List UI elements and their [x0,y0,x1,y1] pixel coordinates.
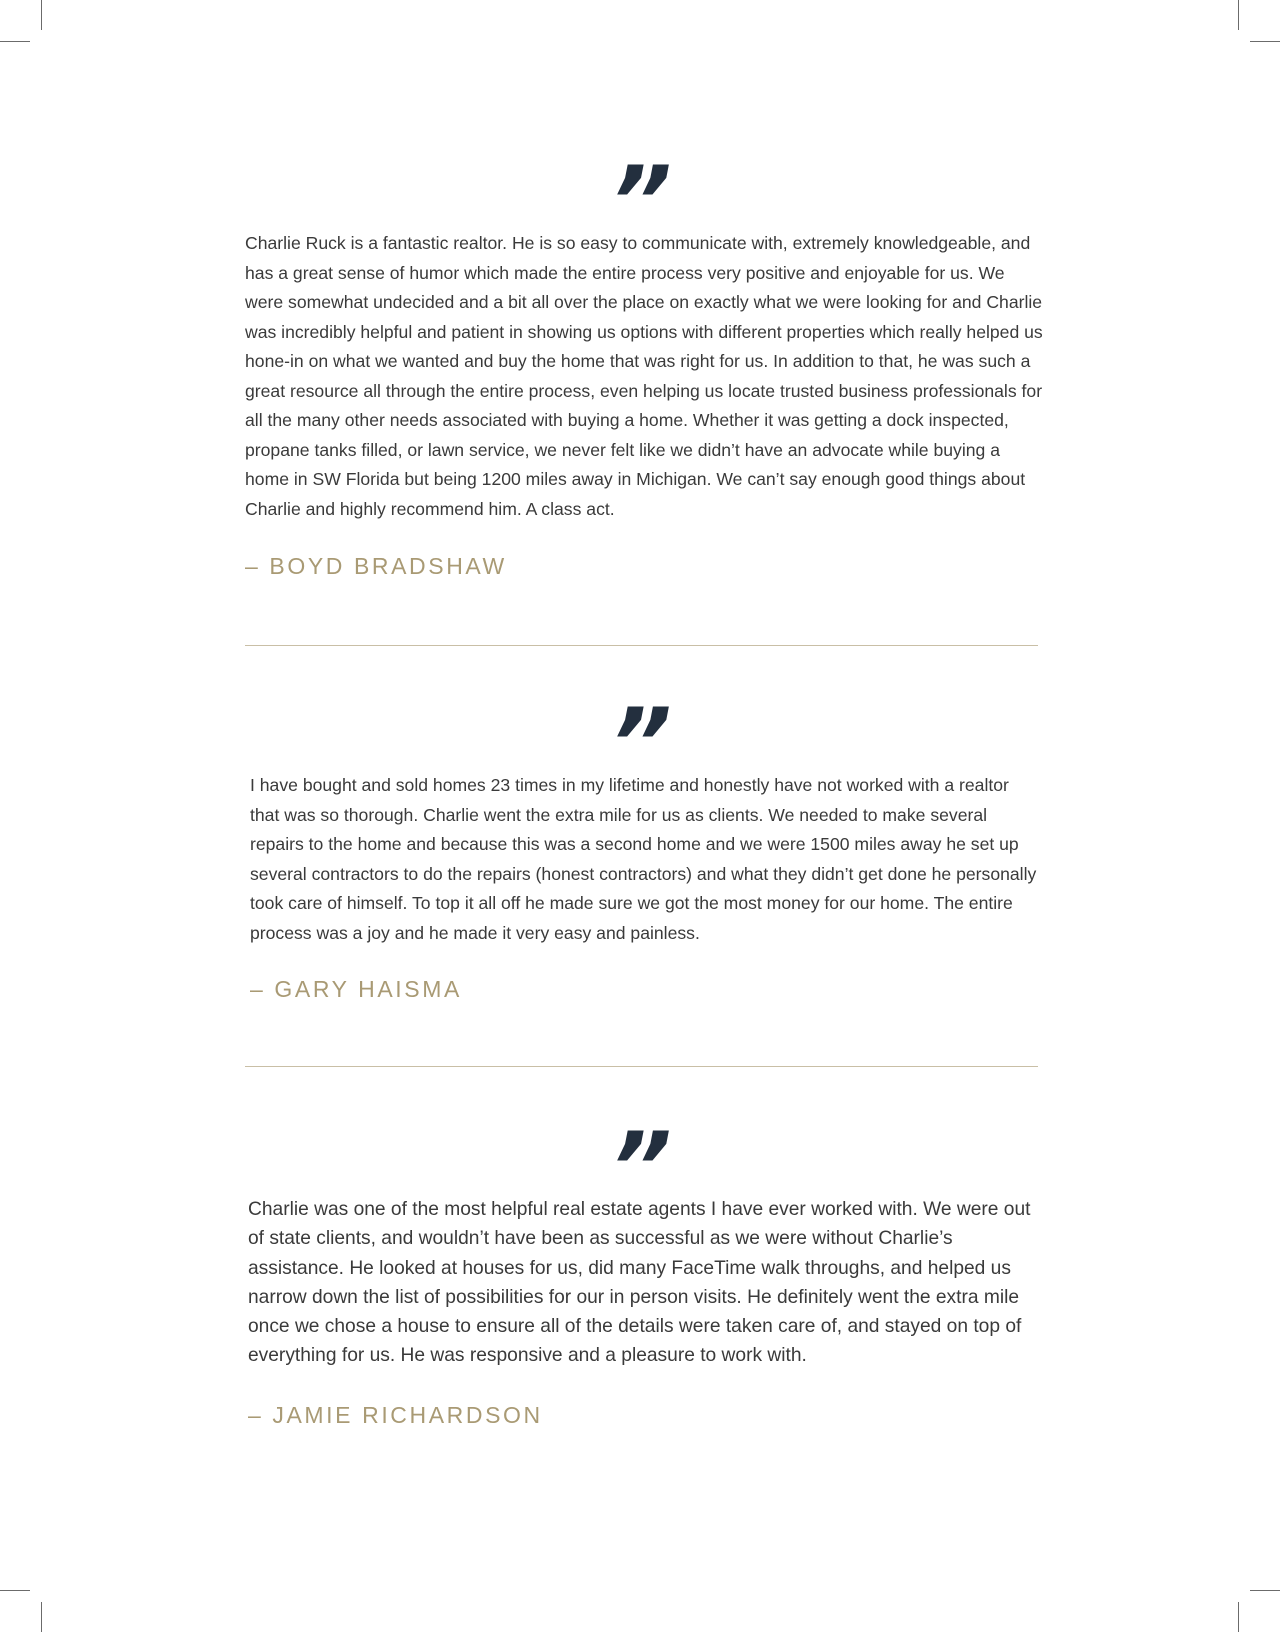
crop-mark-top-right-h [1250,41,1280,42]
crop-mark-bottom-right-h [1250,1590,1280,1591]
divider-1 [245,645,1038,646]
testimonial-text-1: Charlie Ruck is a fantastic realtor. He is so easy to communicate with, extremely knowledgeable, and has a great sense of humor which made the entire process very positive and enjoyable for us. We were somewhat undecided and a bit all over the place on exactly what we were looking for and Charlie was incredibly helpful and patient in showing us options with different properties which really helped us hone-in on what we wanted and buy the home that was right for us. In addition to that, he was such a great resource all through the entire process, even helping us locate trusted business professionals for all the many other needs associated with buying a home. Whether it was getting a dock inspected, propane tanks filled, or lawn service, we never felt like we didn’t have an advocate while buying a home in SW Florida but being 1200 miles away in Michigan. We can’t say enough good things about Charlie and highly recommend him. A class act. [245,233,1043,519]
quote-mark-icon: ” [610,688,670,800]
crop-mark-top-left-h [0,41,30,42]
testimonial-author-3: – JAMIE RICHARDSON [248,1402,543,1428]
crop-mark-top-right-v [1238,0,1239,30]
crop-mark-top-left-v [41,0,42,30]
quote-mark-icon: ” [610,1112,670,1224]
crop-mark-bottom-left-v [41,1602,42,1632]
testimonial-text-3: Charlie was one of the most helpful real estate agents I have ever worked with. We were out of state clients, and wouldn’t have been as successful as we were without Charlie’s assistance. He looked at houses for us, did many FaceTime walk throughs, and helped us narrow down the list of possibilities for our in person visits. He definitely went the extra mile once we chose a house to ensure all of the details were taken care of, and stayed on top of everything for us. He was responsive and a pleasure to work with. [248,1199,1031,1367]
quote-mark-icon: ” [610,146,670,258]
crop-mark-bottom-right-v [1238,1602,1239,1632]
divider-2 [245,1066,1038,1067]
crop-mark-bottom-left-h [0,1590,30,1591]
testimonial-text-2: I have bought and sold homes 23 times in my lifetime and honestly have not worked with a realtor that was so thorough. Charlie went the extra mile for us as clients. We needed to make several repairs to the home and because this was a second home and we were 1500 miles away he set up several contractors to do the repairs (honest contractors) and what they didn’t get done he personally took care of himself. To top it all off he made sure we got the most money for our home. The entire process was a joy and he made it very easy and painless. [250,775,1037,943]
testimonial-author-1: – BOYD BRADSHAW [245,553,507,579]
testimonial-author-2: – GARY HAISMA [250,976,462,1002]
